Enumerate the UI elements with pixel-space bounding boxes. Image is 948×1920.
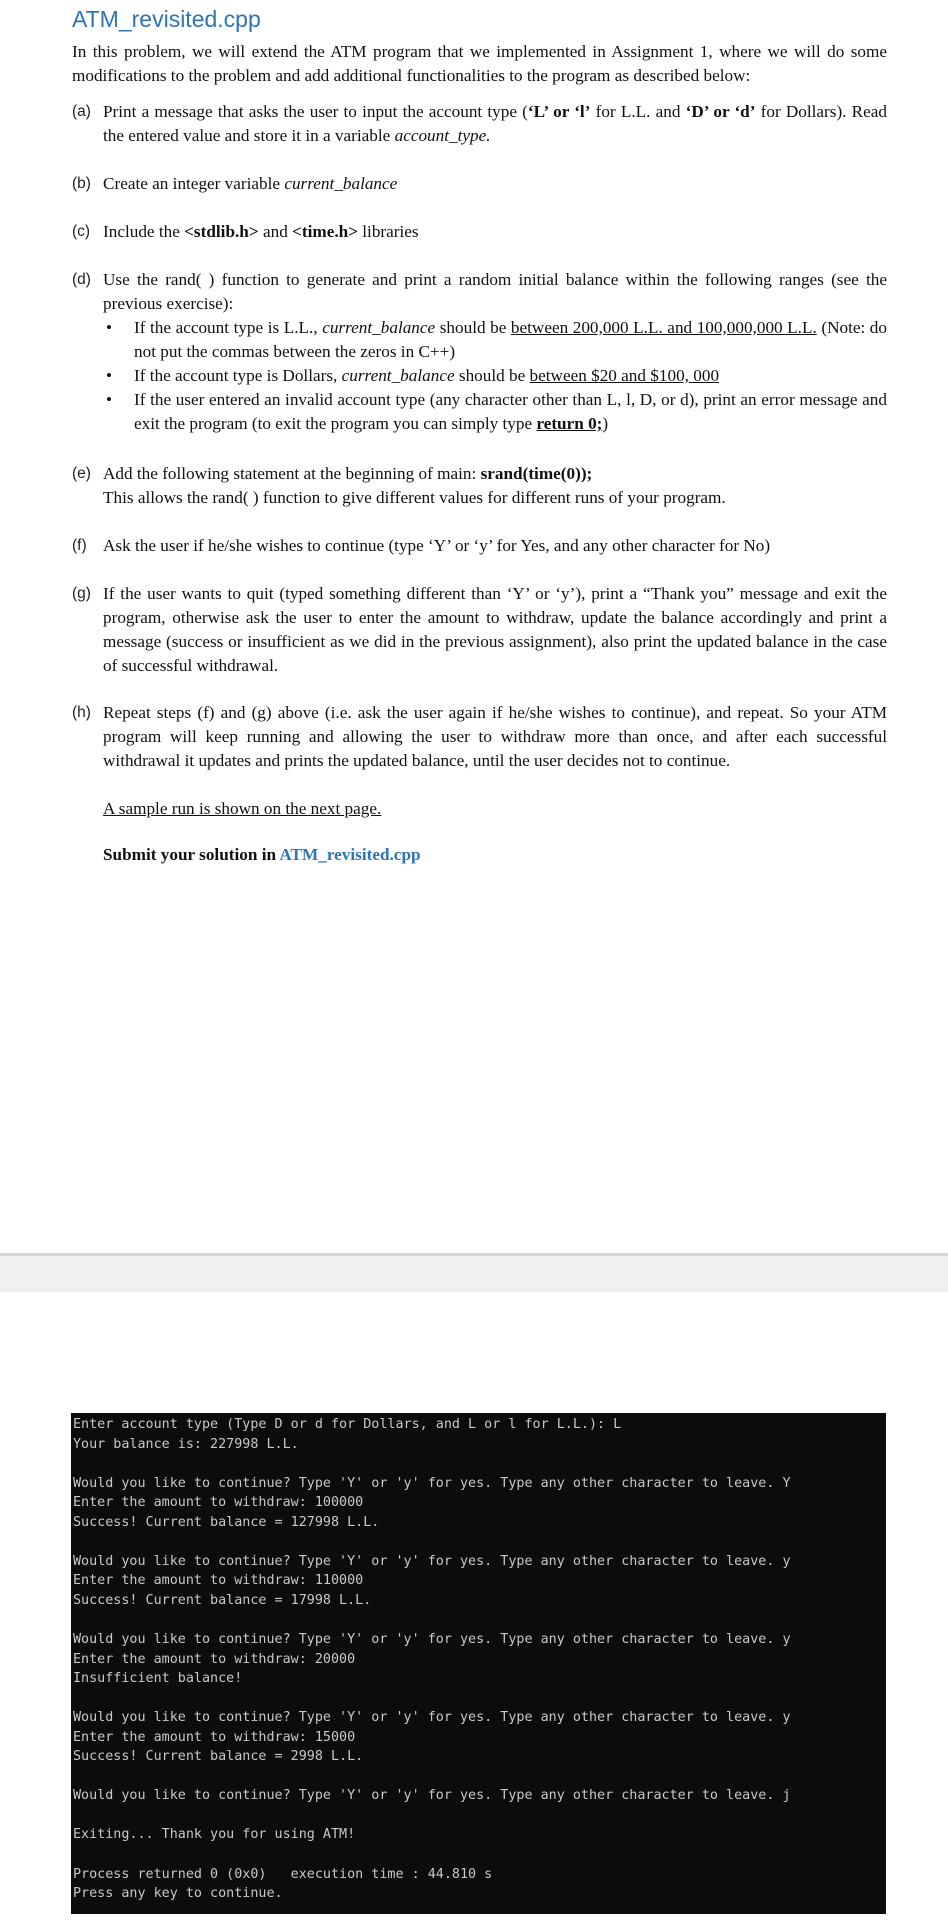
item-text: Create an integer variable current_balance	[103, 174, 398, 193]
console-line: Would you like to continue? Type 'Y' or 'y' for yes. Type any other character to leave. Y	[73, 1475, 791, 1491]
console-line: Would you like to continue? Type 'Y' or 'y' for yes. Type any other character to leave. j	[73, 1788, 791, 1804]
item-marker: (b)	[72, 175, 91, 192]
variable-name: current_balance	[284, 174, 398, 193]
item-b	[72, 172, 887, 196]
item-marker: (a)	[72, 103, 91, 120]
console-line: Would you like to continue? Type 'Y' or 'y' for yes. Type any other character to leave. y	[73, 1632, 791, 1648]
item-marker: (d)	[72, 271, 91, 288]
console-line: Process returned 0 (0x0) execution time : 44.810 s	[73, 1866, 493, 1882]
console-line: Insufficient balance!	[73, 1671, 243, 1687]
console-line: Would you like to continue? Type 'Y' or 'y' for yes. Type any other character to leave. y	[73, 1710, 791, 1726]
item-marker: (f)	[72, 537, 87, 554]
bullet-item: • If the user entered an invalid account type (any character other than L, l, D, or d), print an error message and exit the program (to exit the program you can simply type return 0;)	[106, 390, 887, 433]
console-line	[73, 1532, 886, 1552]
item-text: Include the <stdlib.h> and <time.h> libraries	[103, 222, 419, 241]
item-g	[72, 582, 887, 678]
console-line: Enter the amount to withdraw: 100000	[73, 1495, 364, 1511]
bullet-item: • If the account type is Dollars, current_balance should be between $20 and $100, 000	[106, 366, 720, 385]
bullet-list	[103, 316, 887, 436]
bullet-item: • If the account type is L.L., current_balance should be between 200,000 L.L. and 100,000,000 L.L. (Note: do not put the commas between the zeros in C++)	[106, 318, 887, 361]
page-break	[0, 1253, 948, 1292]
variable-name: account_type.	[394, 126, 491, 145]
item-d	[72, 268, 887, 436]
item-text: Add the following statement at the beginning of main: srand(time(0)); This allows the rand( ) function to give different values for different runs of your program.	[103, 464, 726, 507]
item-text: If the user wants to quit (typed something different than ‘Y’ or ‘y’), print a “Thank you” message and exit the program, otherwise ask the user to enter the amount to withdraw, update the balance accordingly and print a message (success or insufficient as we did in the previous assignment), also print the updated balance in the case of successful withdrawal.	[103, 584, 887, 675]
submit-filename: ATM_revisited.cpp	[279, 845, 421, 864]
console-line: Enter the amount to withdraw: 110000	[73, 1573, 364, 1589]
console-line	[73, 1845, 886, 1865]
console-line	[73, 1454, 886, 1474]
console-line: Success! Current balance = 17998 L.L.	[73, 1592, 372, 1608]
item-text: Ask the user if he/she wishes to continue (type ‘Y’ or ‘y’ for Yes, and any other character for No)	[103, 536, 771, 555]
console-line	[73, 1610, 886, 1630]
submit-instruction: Submit your solution in ATM_revisited.cpp	[103, 845, 421, 864]
item-text: Use the rand( ) function to generate and print a random initial balance within the following ranges (see the previous exercise): • If the account type is L.L., current_balance should be between 200,000 L.L. and 100,000,000 L.L. (Note: do not put the commas between the zeros in C++) • If the account type is Dollars, current_balance should be between $20 and $100, 000 • If the user entered an invalid account type (any character other than L, l, D, or d), print an error message and exit the program (to exit the program you can simply type return 0;)	[103, 268, 887, 436]
console-line: Your balance is: 227998 L.L.	[73, 1436, 299, 1452]
item-marker: (e)	[72, 465, 91, 482]
document-title: ATM_revisited.cpp	[72, 6, 261, 32]
console-line: Would you like to continue? Type 'Y' or 'y' for yes. Type any other character to leave. y	[73, 1553, 791, 1569]
console-line: Enter the amount to withdraw: 15000	[73, 1729, 356, 1745]
console-output	[71, 1413, 886, 1914]
console-line: Success! Current balance = 2998 L.L.	[73, 1749, 364, 1765]
console-line: Success! Current balance = 127998 L.L.	[73, 1514, 380, 1530]
item-text: Repeat steps (f) and (g) above (i.e. ask the user again if he/she wishes to continue), and repeat. So your ATM program will keep running and allowing the user to withdraw more than once, and after each successful withdrawal it updates and prints the updated balance, until the user decides not to continue.	[103, 703, 887, 770]
item-marker: (g)	[72, 585, 91, 602]
item-text: Print a message that asks the user to input the account type (‘L’ or ‘l’ for L.L. and ‘D’ or ‘d’ for Dollars). Read the entered value and store it in a variable account_type.	[103, 102, 887, 145]
console-line	[73, 1767, 886, 1787]
item-a	[72, 100, 887, 148]
item-c	[72, 220, 887, 244]
console-line: Enter account type (Type D or d for Dollars, and L or l for L.L.): L	[73, 1417, 622, 1432]
sample-run-note: A sample run is shown on the next page.	[103, 799, 382, 818]
console-line: Exiting... Thank you for using ATM!	[73, 1827, 356, 1843]
item-marker: (c)	[72, 223, 91, 240]
console-line: Press any key to continue.	[73, 1886, 283, 1902]
intro-paragraph: In this problem, we will extend the ATM program that we implemented in Assignment 1, where we will do some modifications to the problem and add additional functionalities to the program as described below:	[72, 42, 887, 85]
item-h	[72, 701, 887, 773]
console-line	[73, 1689, 886, 1709]
console-line: Enter the amount to withdraw: 20000	[73, 1651, 356, 1667]
item-e	[72, 462, 887, 510]
item-marker: (h)	[72, 704, 91, 721]
console-line	[73, 1806, 886, 1826]
item-f	[72, 534, 887, 558]
